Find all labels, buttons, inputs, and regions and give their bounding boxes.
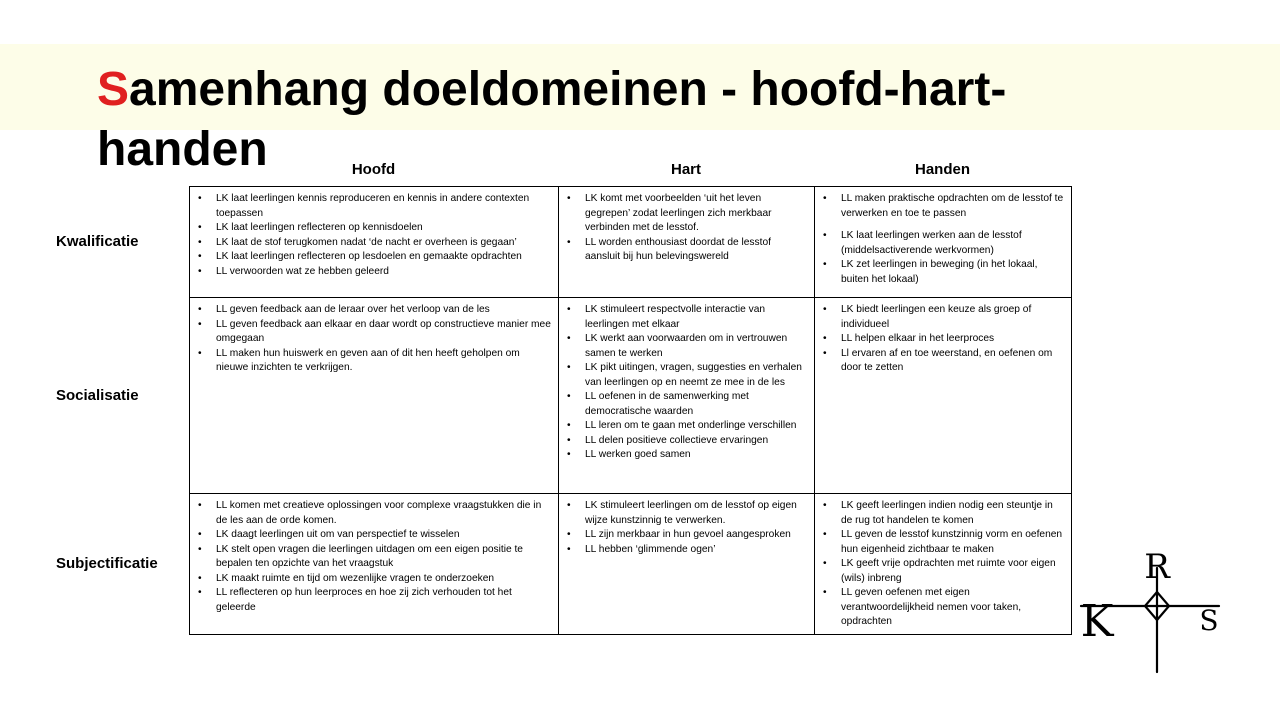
logo-letter-s: S xyxy=(1199,604,1219,637)
list-item: • LL helpen elkaar in het leerproces xyxy=(841,332,1065,347)
title-rest: amenhang doeldomeinen - hoofd-hart-handen xyxy=(97,63,1007,176)
list-item: • LK pikt uitingen, vragen, suggesties en verhalen van leerlingen op en neemt ze mee in de les xyxy=(585,361,808,390)
domains-table xyxy=(189,186,1072,635)
column-header-hart: Hart xyxy=(670,161,701,178)
column-header-hoofd: Hoofd xyxy=(351,161,396,178)
list-item: • LK laat leerlingen reflecteren op lesdoelen en gemaakte opdrachten xyxy=(216,250,552,265)
logo-letter-k: K xyxy=(1080,596,1114,647)
list-item: • LK laat de stof terugkomen nadat ‘de nacht er overheen is gegaan’ xyxy=(216,236,552,251)
list-item: • LL maken praktische opdrachten om de lesstof te verwerken en toe te passen xyxy=(841,192,1065,221)
list-item: • LK laat leerlingen werken aan de lesstof (middelsactiverende werkvormen) xyxy=(841,229,1065,258)
list-item: • LK stimuleert respectvolle interactie van leerlingen met elkaar xyxy=(585,303,808,332)
list-item: • LK stelt open vragen die leerlingen uitdagen om een eigen positie te bepalen ten opzichte van het vraagstuk xyxy=(216,543,552,572)
table-row xyxy=(190,298,1072,494)
list-item: • LL leren om te gaan met onderlinge verschillen xyxy=(585,419,808,434)
cell-socialisatie-hart xyxy=(559,298,815,494)
row-header-socialisatie: Socialisatie xyxy=(56,387,139,404)
list-item: • LL werken goed samen xyxy=(585,448,808,463)
list-item: • LK laat leerlingen kennis reproduceren en kennis in andere contexten toepassen xyxy=(216,192,552,221)
list-item: • LK komt met voorbeelden ‘uit het leven gegrepen’ zodat leerlingen zich merkbaar verbinden met de lesstof. xyxy=(585,192,808,236)
list-item: • LK stimuleert leerlingen om de lesstof op eigen wijze kunstzinnig te verwerken. xyxy=(585,499,808,528)
list-item: • LL komen met creatieve oplossingen voor complexe vraagstukken die in de les aan de orde komen. xyxy=(216,499,552,528)
list-item: • LL reflecteren op hun leerproces en hoe zij zich verhouden tot het geleerde xyxy=(216,586,552,615)
list-item: • LL delen positieve collectieve ervaringen xyxy=(585,434,808,449)
list-item: • LK werkt aan voorwaarden om in vertrouwen samen te werken xyxy=(585,332,808,361)
list-item: • Ll ervaren af en toe weerstand, en oefenen om door te zetten xyxy=(841,347,1065,376)
list-item: • LL oefenen in de samenwerking met democratische waarden xyxy=(585,390,808,419)
list-item: • LL worden enthousiast doordat de lesstof aansluit bij hun belevingswereld xyxy=(585,236,808,265)
cell-kwalificatie-hoofd xyxy=(190,187,559,298)
list-item: • LL maken hun huiswerk en geven aan of dit hen heeft geholpen om nieuwe inzichten te verkrijgen. xyxy=(216,347,552,376)
row-header-kwalificatie: Kwalificatie xyxy=(56,233,139,250)
list-item: • LK maakt ruimte en tijd om wezenlijke vragen te onderzoeken xyxy=(216,572,552,587)
list-item: • LL hebben ‘glimmende ogen’ xyxy=(585,543,808,558)
table-row xyxy=(190,494,1072,635)
cell-subjectificatie-handen xyxy=(815,494,1072,635)
cell-socialisatie-handen xyxy=(815,298,1072,494)
list-item: • LK biedt leerlingen een keuze als groep of individueel xyxy=(841,303,1065,332)
krs-monogram-logo xyxy=(1075,548,1225,676)
list-item: • LL geven feedback aan de leraar over het verloop van de les xyxy=(216,303,552,318)
column-header-handen: Handen xyxy=(914,161,970,178)
cell-socialisatie-hoofd xyxy=(190,298,559,494)
table-row xyxy=(190,187,1072,298)
list-item: • LL geven oefenen met eigen verantwoordelijkheid nemen voor taken, opdrachten xyxy=(841,586,1065,630)
cell-kwalificatie-handen xyxy=(815,187,1072,298)
logo-letter-r: R xyxy=(1144,548,1170,587)
list-item: • LL zijn merkbaar in hun gevoel aangesproken xyxy=(585,528,808,543)
cell-subjectificatie-hart xyxy=(559,494,815,635)
title-first-letter: S xyxy=(97,63,130,116)
row-header-subjectificatie: Subjectificatie xyxy=(56,555,158,572)
list-item: • LK geeft leerlingen indien nodig een steuntje in de rug tot handelen te komen xyxy=(841,499,1065,528)
cell-subjectificatie-hoofd xyxy=(190,494,559,635)
list-item: • LK daagt leerlingen uit om van perspectief te wisselen xyxy=(216,528,552,543)
list-item: • LL geven de lesstof kunstzinnig vorm en oefenen hun eigenheid zichtbaar te maken xyxy=(841,528,1065,557)
list-item: • LL verwoorden wat ze hebben geleerd xyxy=(216,265,552,280)
list-item: • LK laat leerlingen reflecteren op kennisdoelen xyxy=(216,221,552,236)
list-item: • LK zet leerlingen in beweging (in het lokaal, buiten het lokaal) xyxy=(841,258,1065,287)
list-item: • LL geven feedback aan elkaar en daar wordt op constructieve manier mee omgegaan xyxy=(216,318,552,347)
list-item: • LK geeft vrije opdrachten met ruimte voor eigen (wils) inbreng xyxy=(841,557,1065,586)
cell-kwalificatie-hart xyxy=(559,187,815,298)
